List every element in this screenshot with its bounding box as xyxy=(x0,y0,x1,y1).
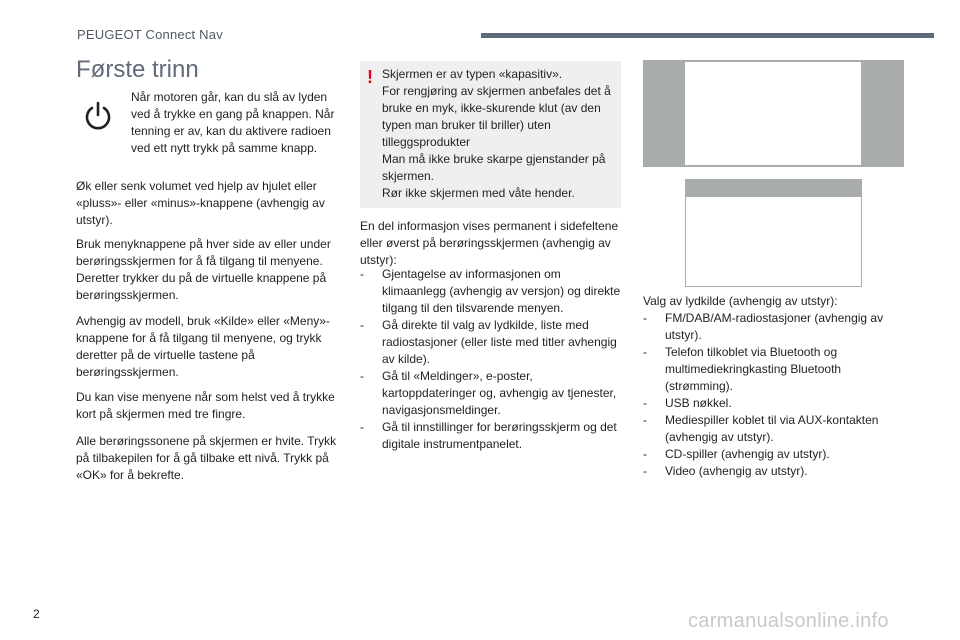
info-intro: En del informasjon vises permanent i sidefeltene eller øverst på berøringsskjermen (avhengig av utstyr): xyxy=(360,219,619,267)
source-paragraph: Avhengig av modell, bruk «Kilde» eller «Meny»-knappene for å få tilgang til menyene, og trykk deretter på de virtuelle tastene på berøringsskjermen. xyxy=(76,314,330,379)
source-list xyxy=(643,310,911,480)
page-number: 2 xyxy=(33,607,40,621)
list-item: - Mediespiller koblet til via AUX-kontakten (avhengig av utstyr). xyxy=(643,413,879,444)
intro-paragraph: Når motoren går, kan du slå av lyden ved å trykke en gang på knappen. Når tenning er av, kan du aktivere radioen ved ett nytt trykk på samme knapp. xyxy=(131,90,335,155)
screen-layout-illustration xyxy=(643,60,904,167)
menu-paragraph: Bruk menyknappene på hver side av eller under berøringsskjermen for å få tilgang til menyene. Deretter trykker du på de virtuelle knappene på berøringsskjermen. xyxy=(76,237,331,302)
source-intro: Valg av lydkilde (avhengig av utstyr): xyxy=(643,294,838,308)
watermark: carmanualsonline.info xyxy=(688,610,889,632)
three-finger-paragraph: Du kan vise menyene når som helst ved å trykke kort på skjermen med tre fingre. xyxy=(76,390,335,421)
list-item: - Gå til «Meldinger», e-poster, kartoppdateringer og, avhengig av tjenester, navigasjonsmeldinger. xyxy=(360,369,617,417)
list-item: - USB nøkkel. xyxy=(643,396,732,410)
screen-center-area xyxy=(685,62,861,165)
section-title: Første trinn xyxy=(76,56,199,83)
warning-text: Skjermen er av typen «kapasitiv». For rengjøring av skjermen anbefales det å bruke en myk, ikke-skurende klut (av den typen man bruker til briller) uten tilleggsprodukter Man må ikke bruke skarpe gjenstander på skjermen. Rør ikke skjermen med våte hender. xyxy=(382,67,611,200)
header-rule xyxy=(481,33,934,38)
list-item: - CD-spiller (avhengig av utstyr). xyxy=(643,447,830,461)
list-item: - FM/DAB/AM-radiostasjoner (avhengig av utstyr). xyxy=(643,311,884,342)
list-item: - Telefon tilkoblet via Bluetooth og multimediekringkasting Bluetooth (strømming). xyxy=(643,345,842,393)
warning-box xyxy=(360,61,621,208)
list-item: - Video (avhengig av utstyr). xyxy=(643,464,808,478)
screen-top-band xyxy=(686,180,861,197)
list-item: - Gjentagelse av informasjonen om klimaanlegg (avhengig av versjon) og direkte tilgang til den tilsvarende menyen. xyxy=(360,267,621,315)
screen-topbar-illustration xyxy=(685,179,862,287)
info-list xyxy=(360,266,624,453)
volume-paragraph: Øk eller senk volumet ved hjelp av hjulet eller «pluss»- eller «minus»-knappene (avhengig av utstyr). xyxy=(76,179,325,227)
list-item: - Gå til innstillinger for berøringsskjerm og det digitale instrumentpanelet. xyxy=(360,420,617,451)
list-item: - Gå direkte til valg av lydkilde, liste med radiostasjoner (eller liste med titler avhengig av kilde). xyxy=(360,318,617,366)
power-icon xyxy=(83,100,113,132)
touch-zones-paragraph: Alle berøringssonene på skjermen er hvite. Trykk på tilbakepilen for å gå tilbake ett nivå. Trykk på «OK» for å bekrefte. xyxy=(76,434,337,482)
running-header: PEUGEOT Connect Nav xyxy=(77,27,223,42)
warning-icon: ! xyxy=(367,67,373,87)
